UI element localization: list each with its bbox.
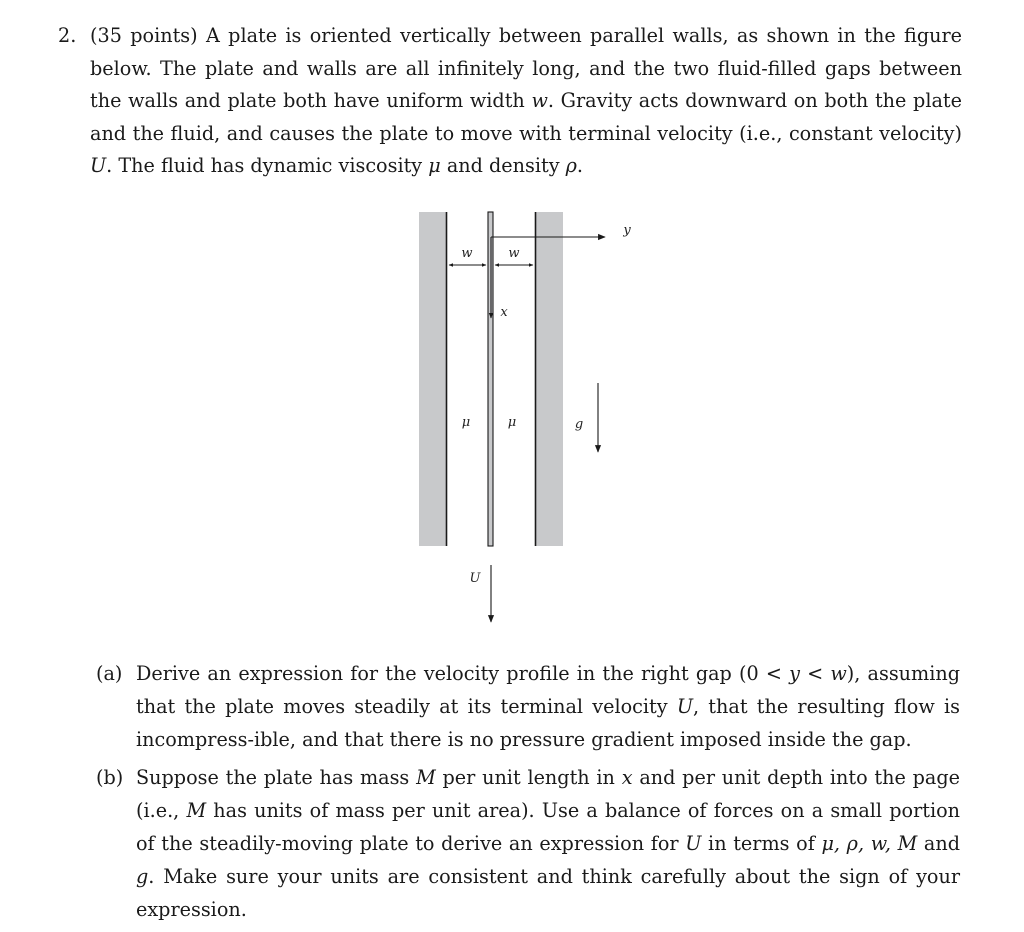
part-a [96, 658, 960, 756]
label-y: y [623, 223, 631, 238]
var-U: U [676, 694, 693, 718]
problem-number: 2. [58, 24, 77, 47]
label-w-right: w [508, 246, 520, 261]
part-b-label: (b) [96, 766, 124, 790]
label-U: U [469, 571, 481, 586]
left-wall [419, 212, 446, 546]
label-w-left: w [461, 246, 473, 261]
var-U: U [685, 831, 702, 855]
var-w: w [531, 89, 548, 112]
intro-text: and density [440, 154, 566, 177]
part-b-text: per unit length in [435, 766, 622, 790]
label-mu-right: μ [507, 415, 517, 430]
var-y: y [789, 662, 800, 685]
var-x: x [621, 766, 633, 790]
var-list: μ, ρ, w, M [821, 831, 918, 855]
part-a-text: < [799, 662, 831, 685]
part-b-text: in terms of [701, 831, 822, 855]
part-b-text: . Make sure your units are consistent and think carefully about the sign of your expression. [136, 864, 960, 921]
label-x: x [500, 305, 508, 320]
part-b-text: Suppose the plate has mass [136, 766, 417, 790]
var-rho: ρ [565, 154, 577, 177]
label-g: g [574, 417, 584, 432]
part-b [96, 762, 960, 926]
part-a-text: , that the resulting flow is incompress-ible, and that there is no pressure gradient imposed inside the gap. [136, 694, 960, 751]
part-b-text: and per unit depth into the page (i.e., [136, 766, 960, 823]
intro-text: (35 points) A plate is oriented vertically between parallel walls, as shown in the figure below. The plate and walls are all infinitely long, and the two fluid-filled gaps between the walls and plate both have uniform width [90, 24, 962, 112]
var-M: M [416, 766, 436, 790]
var-mu: μ [428, 154, 441, 177]
intro-text: . [576, 154, 584, 177]
right-wall [536, 212, 563, 546]
var-U: U [90, 154, 107, 177]
part-a-text: Derive an expression for the velocity profile in the right gap (0 < [136, 662, 790, 685]
label-mu-left: μ [461, 415, 471, 430]
part-b-text: has units of mass per unit area). Use a balance of forces on a small portion of the steadily-moving plate to derive an expression for [136, 799, 960, 855]
part-b-text: and [917, 831, 960, 855]
problem-parts [96, 658, 960, 932]
intro-text: . The fluid has dynamic viscosity [106, 154, 429, 177]
var-w: w [830, 662, 847, 685]
intro-text: . Gravity acts downward on both the plate and the fluid, and causes the plate to move with terminal velocity (i.e., constant velocity) [90, 89, 962, 145]
var-M: M [186, 799, 207, 823]
part-a-text: ), assuming that the plate moves steadily at its terminal velocity [136, 662, 960, 718]
var-g: g [136, 864, 149, 888]
part-a-label: (a) [96, 662, 123, 685]
